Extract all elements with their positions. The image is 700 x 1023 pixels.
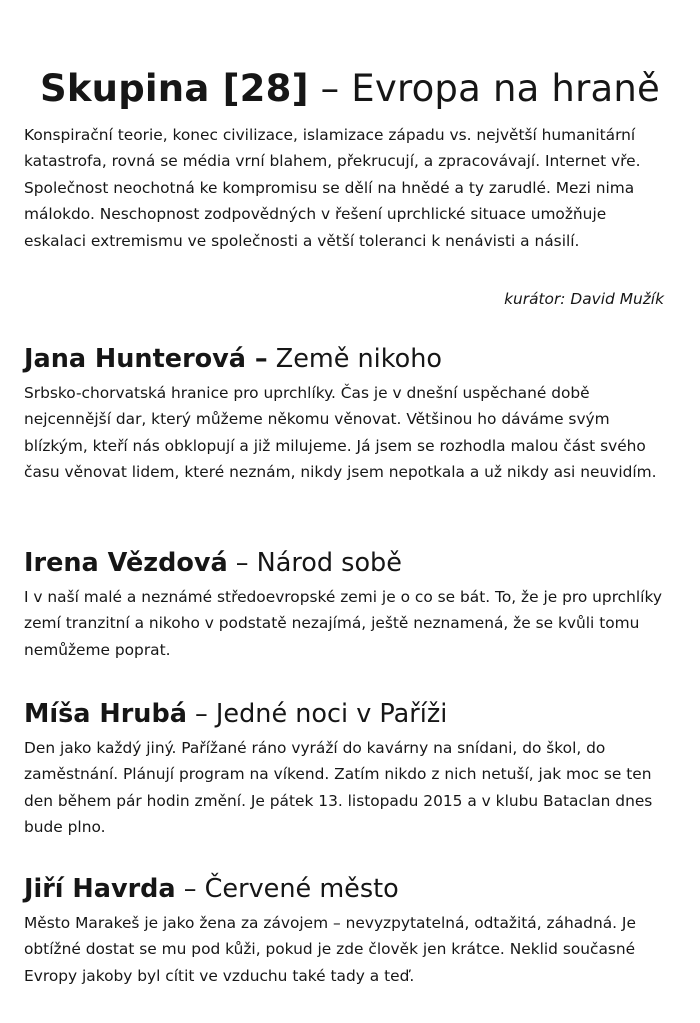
author-name: Irena Vězdová [24,548,228,578]
section-heading [24,342,674,376]
section-description: Den jako každý jiný. Pařížané ráno vyráží do kavárny na snídani, do škol, do zaměstnání. Plánují program na víkend. Zatím nikdo z nich netuší, jak moc se ten den během pár hodin změní. Je pátek 13. listopadu 2015 a v klubu Bataclan dnes bude plno. [24,739,653,837]
author-name: Jana Hunterová – [24,344,268,374]
section-description: Srbsko-chorvatská hranice pro uprchlíky. Čas je v dnešní uspěchané době nejcennější dar, který můžeme někomu věnovat. Většinou ho dáváme svým blízkým, kteří nás obklopují a již milujeme. Já jsem se rozhodla malou část svého času věnovat lidem, které neznám, nikdy jsem nepotkala a už nikdy asi neuvidím. [24,384,657,482]
intro-block [24,122,664,254]
work-title: – Červené město [175,874,399,904]
intro-paragraph: Konspirační teorie, konec civilizace, islamizace západu vs. největší humanitární katastrofa, rovná se média vrní blahem, překrucují, a zpracovávají. Internet vře. Společnost neochotná ke kompromisu se dělí na hnědé a ty zarudlé. Mezi nima málokdo. Neschopnost zodpovědných v řešení uprchlické situace umožňuje eskalaci extremismu ve společnosti a větší toleranci k nenávisti a násilí. [24,126,641,250]
work-title: – Národ sobě [227,548,402,578]
page-title [0,65,700,113]
work-title: Země nikoho [267,344,442,374]
work-title: – Jedné noci v Paříži [186,699,448,729]
author-name: Míša Hrubá [24,699,187,729]
section-havrda [24,872,674,989]
title-group-name: Skupina [28] [40,66,309,110]
section-hruba [24,697,674,841]
curator-credit: kurátor: David Mužík [504,290,664,308]
title-exhibition-name: – Evropa na hraně [308,66,660,110]
section-description: Město Marakeš je jako žena za závojem – nevyzpytatelná, odtažitá, záhadná. Je obtížné dostat se mu pod kůži, pokud je zde člověk jen krátce. Neklid současné Evropy jakoby byl cítit ve vzduchu také tady a teď. [24,914,636,985]
section-hunterova [24,342,674,486]
section-heading [24,872,674,906]
section-heading [24,697,674,731]
section-description: I v naší malé a neznámé středoevropské zemi je o co se bát. To, že je pro uprchlíky zemí tranzitní a nikoho v podstatě nezajímá, ještě neznamená, že se kvůli tomu nemůžeme poprat. [24,588,662,659]
section-vezdova [24,546,674,663]
author-name: Jiří Havrda [24,874,176,904]
section-heading [24,546,674,580]
